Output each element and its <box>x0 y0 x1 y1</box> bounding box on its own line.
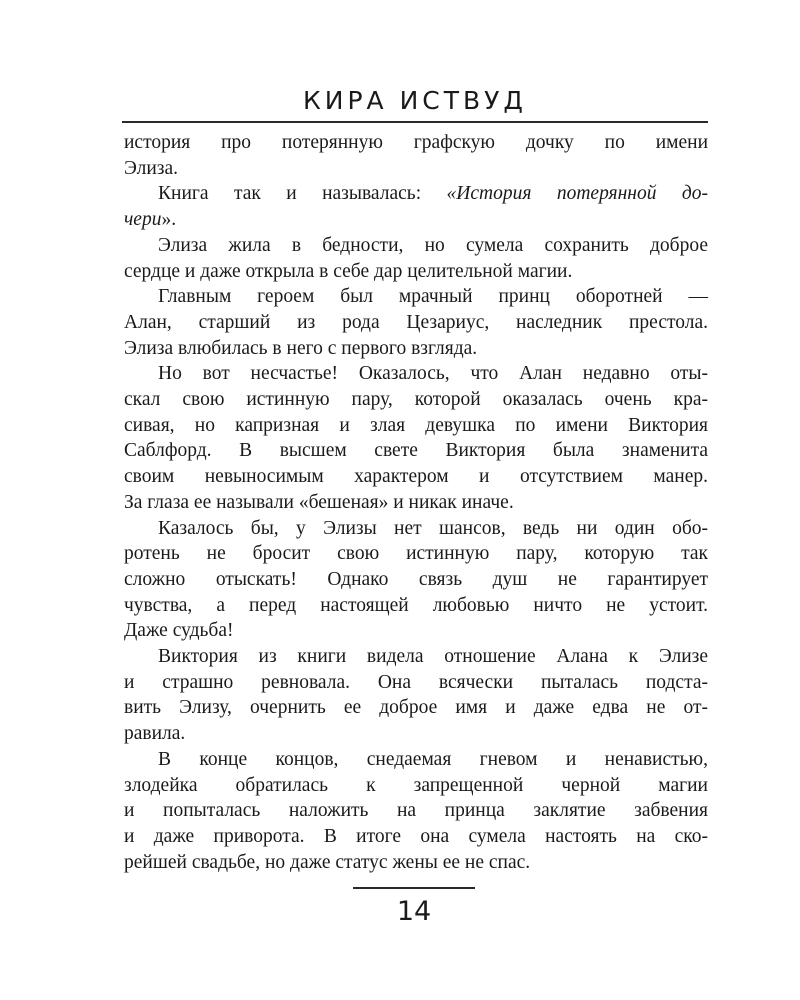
text-line: сивая, но капризная и злая девушка по имени Виктория <box>124 414 708 436</box>
text-line: Элиза. <box>124 157 179 179</box>
text-fragment: ». <box>161 209 177 231</box>
text-line: и страшно ревновала. Она всячески пыталась подста- <box>124 671 708 693</box>
text-line: история про потерянную графскую дочку по имени <box>124 132 708 153</box>
text-line: В конце концов, снедаемая гневом и ненавистью, <box>158 748 708 770</box>
text-line: сердце и даже открыла в себе дар целительной магии. <box>124 260 573 282</box>
text-line <box>124 207 708 233</box>
header-rule <box>122 121 708 123</box>
text-line: скал свою истинную пару, которой оказалась очень кра- <box>124 389 708 411</box>
text-line: Казалось бы, у Элизы нет шансов, ведь ни один обо- <box>158 517 708 539</box>
text-line: злодейка обратилась к запрещенной черной магии <box>124 774 708 796</box>
text-line: равила. <box>124 723 186 745</box>
text-line: Но вот несчастье! Оказалось, что Алан недавно оты- <box>158 363 708 385</box>
text-line: и даже приворота. В итоге она сумела настоять на ско- <box>124 825 708 847</box>
text-line: Элиза жила в бедности, но сумела сохранить доброе <box>158 234 708 256</box>
text-line: Главным героем был мрачный принц оборотней — <box>158 286 708 308</box>
text-line: сложно отыскать! Однако связь душ не гарантирует <box>124 568 708 590</box>
text-line: своим невыносимым характером и отсутствием манер. <box>124 466 708 488</box>
text-line: и попыталась наложить на принца заклятие забвения <box>124 800 708 822</box>
book-title-italic: «История потерянной до- <box>446 183 708 205</box>
text-line: Саблфорд. В высшем свете Виктория была знаменита <box>124 440 708 462</box>
page-number: 14 <box>396 896 432 927</box>
text-fragment: Книга так и называлась: <box>158 183 447 205</box>
text-line: За глаза ее называли «бешеная» и никак иначе. <box>124 491 514 513</box>
text-line: Виктория из книги видела отношение Алана к Элизе <box>158 646 708 668</box>
text-line: рейшей свадьбе, но даже статус жены ее не спас. <box>124 851 531 873</box>
text-line: Элиза влюбилась в него с первого взгляда. <box>124 337 478 359</box>
text-line: Алан, старший из рода Цезариус, наследник престола. <box>124 311 708 333</box>
text-line: ротень не бросит свою истинную пару, которую так <box>124 543 708 565</box>
book-title-italic: чери <box>124 209 162 231</box>
running-head-author: КИРА ИСТВУД <box>303 86 527 115</box>
body-text <box>124 130 708 875</box>
text-line: чувства, а перед настоящей любовью ничто не устоит. <box>124 594 708 616</box>
text-line: Даже судьба! <box>124 620 234 642</box>
text-line <box>124 181 708 207</box>
text-line: вить Элизу, очернить ее доброе имя и даже едва не от- <box>124 697 708 719</box>
footer-rule <box>353 887 475 889</box>
